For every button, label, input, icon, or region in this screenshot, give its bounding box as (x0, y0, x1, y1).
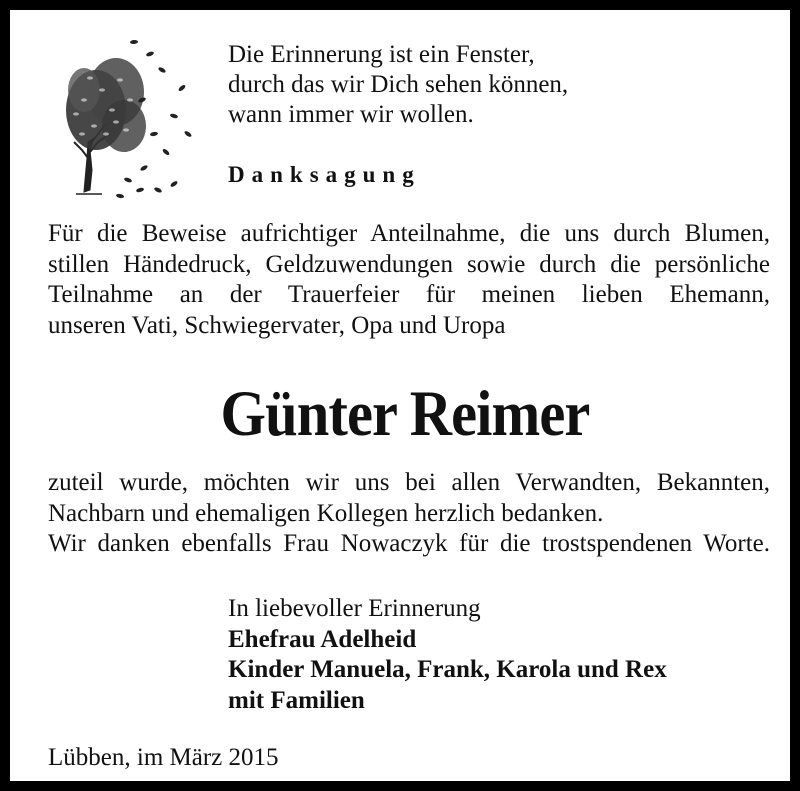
thanks-paragraph (48, 468, 770, 560)
signature-line: Ehefrau Adelheid (228, 625, 417, 653)
signature-line: mit Familien (228, 686, 365, 714)
poem-line: wann immer wir wollen. (228, 101, 474, 128)
poem-quote (228, 40, 568, 130)
thanks-line: Nachbarn und ehemaligen Kollegen herzlich bedanken. (48, 499, 604, 527)
place-date: Lübben, im März 2015 (48, 744, 279, 771)
signature-intro: In liebevoller Erinnerung (228, 595, 481, 622)
intro-line: Für die Beweise aufrichtiger Anteilnahme, die uns durch Blumen, (48, 220, 770, 247)
poem-line: durch das wir Dich sehen können, (228, 71, 569, 98)
signature-block (228, 594, 667, 716)
notice-heading: Danksagung (228, 162, 421, 187)
intro-paragraph (48, 219, 770, 341)
thanks-line: Wir danken ebenfalls Frau Nowaczyk für die trostspendenen Worte. (48, 530, 770, 557)
thanks-line: zuteil wurde, möchten wir uns bei allen Verwandten, Bekannten, (48, 469, 770, 496)
intro-line: unseren Vati, Schwiegervater, Opa und Uropa (48, 311, 506, 339)
signature-line: Kinder Manuela, Frank, Karola und Rex (228, 656, 667, 683)
poem-line: Die Erinnerung ist ein Fenster, (228, 41, 535, 68)
deceased-name: Günter Reimer (220, 378, 590, 450)
intro-line: stillen Händedruck, Geldzuwendungen sowie durch die persönliche (48, 250, 770, 278)
intro-line: Teilnahme an der Trauerfeier für meinen lieben Ehemann, (48, 281, 770, 308)
windblown-tree-icon (54, 30, 204, 200)
